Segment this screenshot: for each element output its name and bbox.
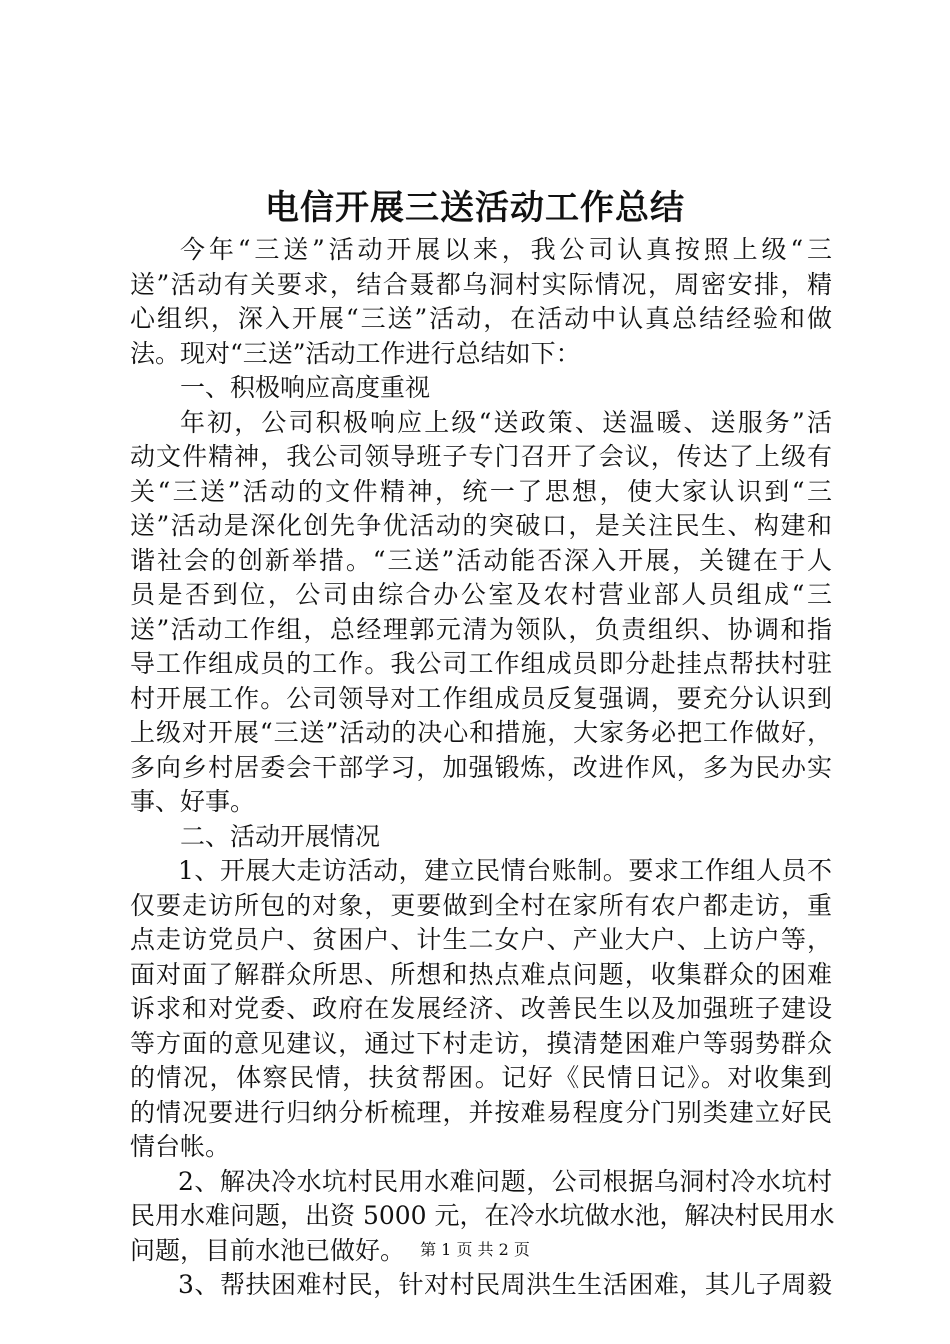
paragraph-line: 2、解决冷水坑村民用水难问题，公司根据乌洞村冷水坑村: [178, 1166, 832, 1196]
paragraph-line: 问题，目前水池已做好。: [130, 1235, 406, 1265]
paragraph-line: 动文件精神，我公司领导班子专门召开了会议，传达了上级有: [130, 442, 832, 471]
paragraph-line: 今年“三送”活动开展以来，我公司认真按照上级“三: [180, 235, 832, 264]
paragraph-line: 心组织，深入开展“三送”活动，在活动中认真总结经验和做: [130, 304, 832, 333]
document-body: [130, 233, 835, 1303]
paragraph-line: 导工作组成员的工作。我公司工作组成员即分赴挂点帮扶村驻: [130, 649, 832, 678]
paragraph-line: 点走访党员户、贫困户、计生二女户、产业大户、上访户等，: [130, 925, 832, 954]
paragraph-line: 年初，公司积极响应上级“送政策、送温暖、送服务”活: [180, 407, 832, 437]
paragraph-line: 的情况要进行归纳分析梳理，并按难易程度分门别类建立好民: [130, 1097, 832, 1127]
page-number-footer: 第 1 页 共 2 页: [420, 1240, 530, 1259]
paragraph-line: 送”活动是深化创先争优活动的突破口，是关注民生、构建和: [130, 511, 832, 540]
section-heading: 二、活动开展情况: [180, 821, 381, 851]
paragraph-line: 多向乡村居委会干部学习，加强锻炼，改进作风，多为民办实: [130, 752, 832, 782]
paragraph-line: 法。现对“三送”活动工作进行总结如下：: [130, 338, 581, 368]
paragraph-line: 送”活动有关要求，结合聂都乌洞村实际情况，周密安排，精: [130, 269, 832, 299]
paragraph-line: 等方面的意见建议，通过下村走访，摸清楚困难户等弱势群众: [130, 1028, 832, 1058]
paragraph-line: 谐社会的创新举措。“三送”活动能否深入开展，关键在于人: [130, 545, 832, 575]
paragraph-line: 仅要走访所包的对象，更要做到全村在家所有农户都走访，重: [130, 890, 832, 920]
paragraph-line: 村开展工作。公司领导对工作组成员反复强调，要充分认识到: [130, 683, 832, 713]
paragraph-line: 员是否到位，公司由综合办公室及农村营业部人员组成“三: [130, 580, 832, 609]
paragraph-line: 的情况，体察民情，扶贫帮困。记好《民情日记》。对收集到: [130, 1063, 832, 1092]
paragraph-line: 民用水难问题，出资 5000 元，在冷水坑做水池，解决村民用水: [130, 1201, 835, 1230]
paragraph-line: 3、帮扶困难村民，针对村民周洪生生活困难，其儿子周毅: [178, 1270, 832, 1299]
paragraph-line: 上级对开展“三送”活动的决心和措施，大家务必把工作做好，: [130, 718, 832, 747]
paragraph-line: 面对面了解群众所思、所想和热点难点问题，收集群众的困难: [130, 959, 832, 989]
paragraph-line: 诉求和对党委、政府在发展经济、改善民生以及加强班子建设: [130, 994, 832, 1023]
paragraph-line: 1、开展大走访活动，建立民情台账制。要求工作组人员不: [178, 856, 832, 885]
paragraph-line: 关“三送”活动的文件精神，统一了思想，使大家认识到“三: [130, 476, 832, 506]
paragraph-line: 情台帐。: [130, 1132, 231, 1161]
paragraph-line: 送”活动工作组，总经理郭元清为领队，负责组织、协调和指: [130, 614, 832, 644]
paragraph-line: 事、好事。: [130, 787, 256, 816]
document-title: 电信开展三送活动工作总结: [265, 188, 685, 228]
section-heading: 一、积极响应高度重视: [180, 373, 431, 402]
